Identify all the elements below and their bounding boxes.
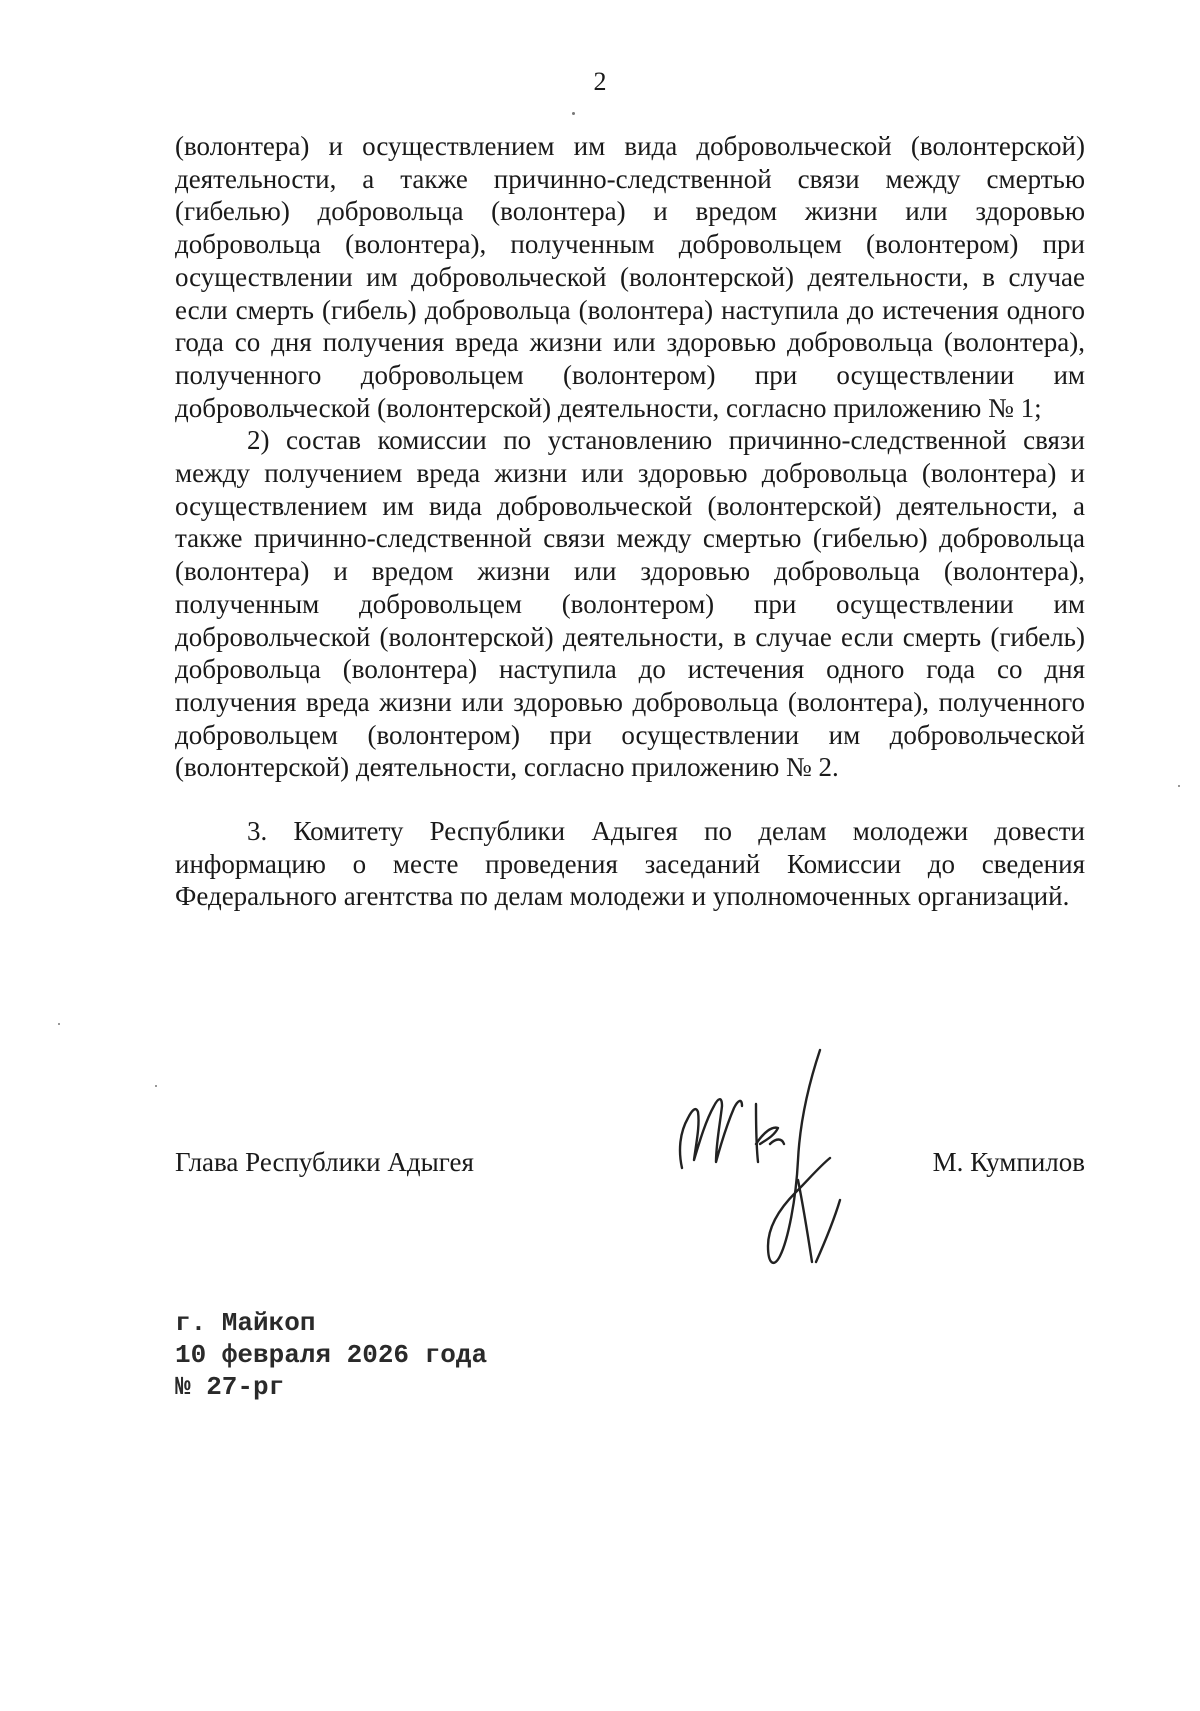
paragraph-item-2: 2) состав комиссии по установлению причинно-следственной связи между получением вреда жизни или здоровью добровольца (волонтера) и осуществлением им вида добровольческой (волонтерской) деятельности, а также причинно-следственной связи между смертью (гибелью) добровольца (волонтера) и вредом жизни или здоровью добровольца (волонтера), полученным добровольцем (волонтером) при осуществлении им добровольческой (волонтерской) деятельности, в случае если смерть (гибель) добровольца (волонтера) наступила до истечения одного года со дня получения вреда жизни или здоровью добровольца (волонтера), полученного добровольцем (волонтером) при осуществлении им добровольческой (волонтерской) деятельности, согласно приложению № 2.: [175, 425, 1085, 783]
scan-speck: [1178, 785, 1180, 787]
signer-name: М. Кумпилов: [932, 1147, 1085, 1177]
scan-speck: [58, 1023, 60, 1025]
paragraph-continuation: (волонтера) и осуществлением им вида добровольческой (волонтерской) деятельности, а также причинно-следственной связи между смертью (гибелью) добровольца (волонтера) и вредом жизни или здоровью добровольца (волонтера), полученным добровольцем (волонтером) при осуществлении им добровольческой (волонтерской) деятельности, в случае если смерть (гибель) добровольца (волонтера) наступила до истечения одного года со дня получения вреда жизни или здоровью добровольца (волонтера), полученного добровольцем (волонтером) при осуществлении им добровольческой (волонтерской) деятельности, согласно приложению № 1;: [175, 131, 1085, 423]
handwritten-signature: [670, 1040, 860, 1280]
document-footer: [175, 1307, 487, 1403]
footer-city: г. Майкоп: [175, 1308, 316, 1338]
document-body: [175, 130, 1085, 913]
paragraph-item-3: 3. Комитету Республики Адыгея по делам молодежи довести информацию о месте проведения заседаний Комиссии до сведения Федерального агентства по делам молодежи и уполномоченных организаций.: [175, 816, 1085, 912]
scan-speck: [572, 112, 575, 115]
footer-date: 10 февраля 2026 года: [175, 1340, 488, 1370]
page-number: 2: [593, 67, 607, 96]
signer-position: Глава Республики Адыгея: [175, 1147, 474, 1177]
scan-speck: [155, 1085, 157, 1087]
footer-number: № 27-рг: [175, 1372, 285, 1402]
